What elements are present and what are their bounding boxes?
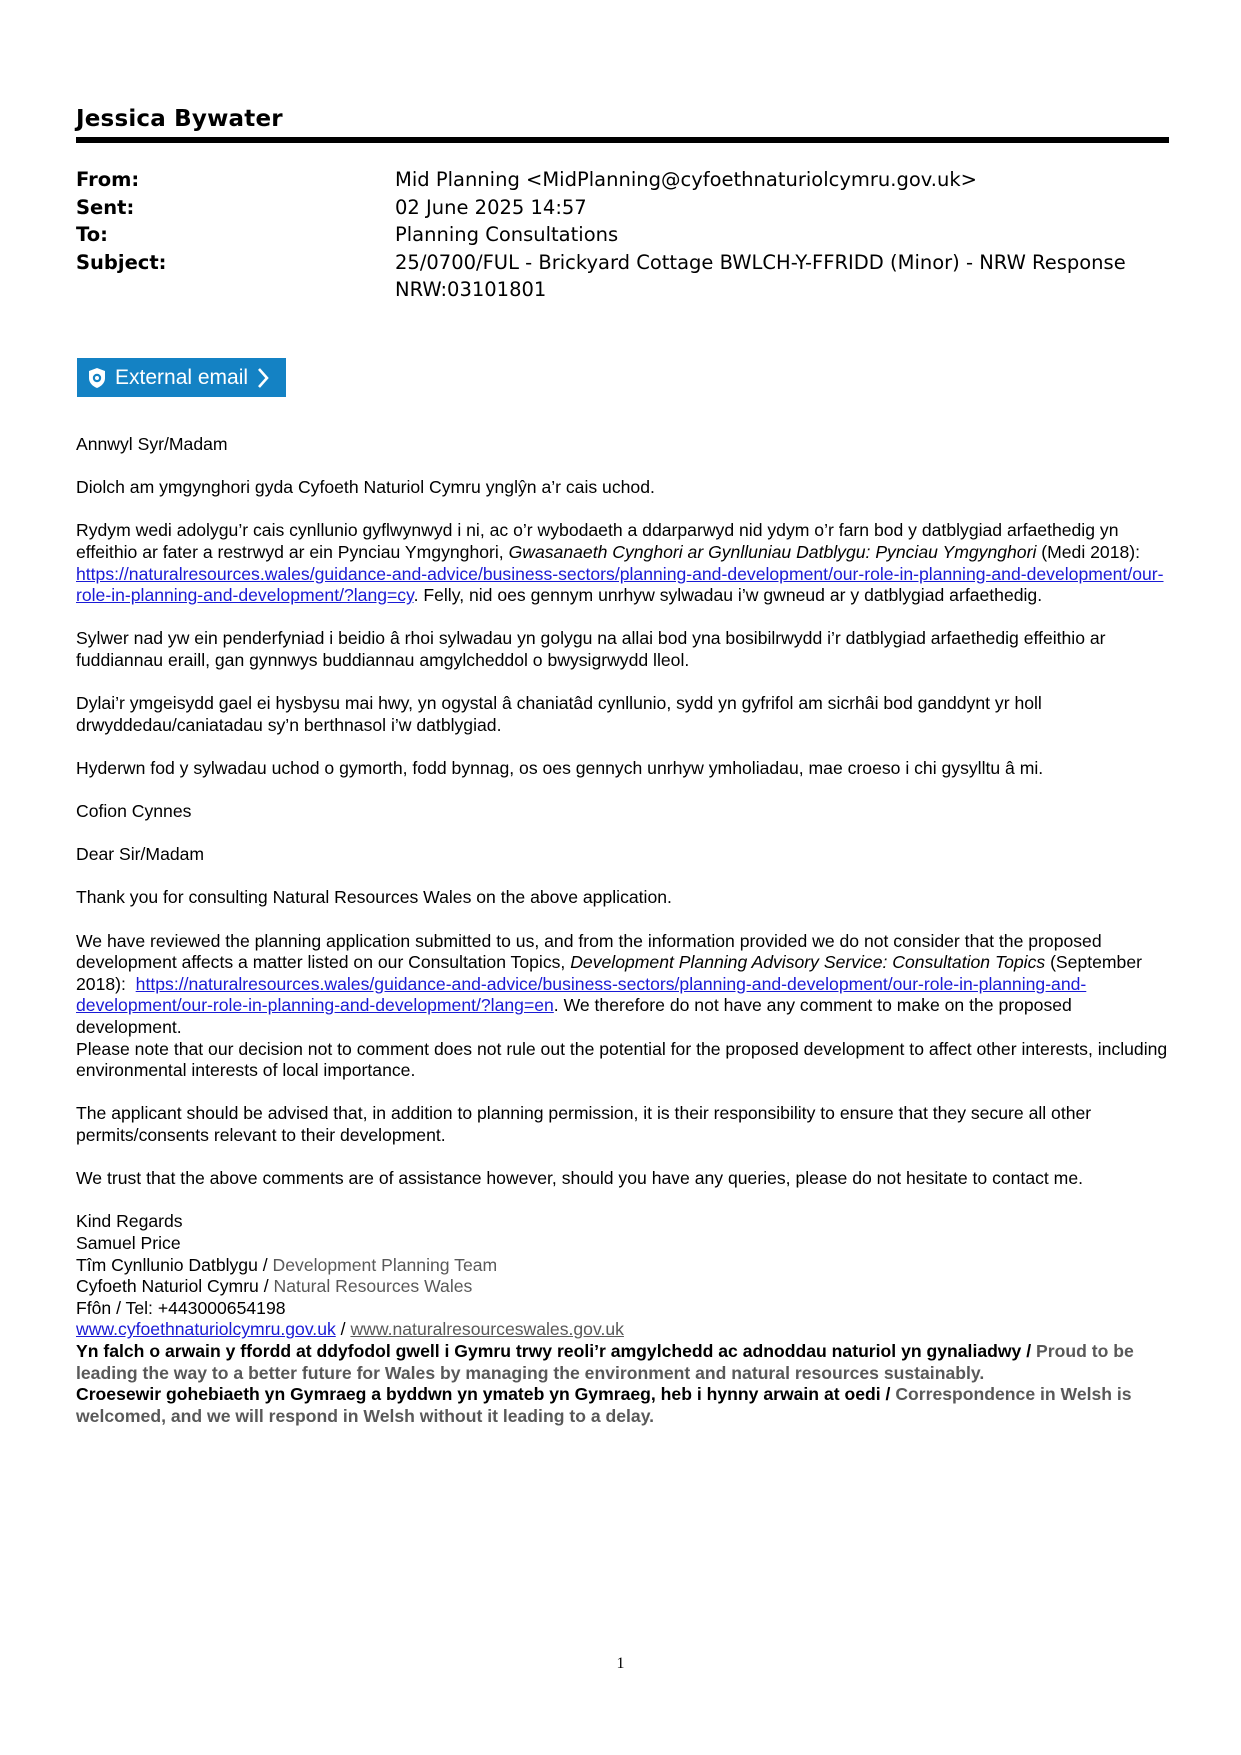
english-trust: We trust that the above comments are of assistance however, should you have any queries, please do not hesitate to contact me.: [76, 1168, 1084, 1189]
org-english: Natural Resources Wales: [273, 1276, 473, 1297]
english-review-text: We have reviewed the planning application submitted to us, and from the information provided we do not consider that the proposed development affects a matter listed on our Consultation Topics,: [76, 930, 1102, 973]
signature-org: Cyfoeth Naturiol Cymru / Natural Resources Wales: [76, 1276, 473, 1297]
signature-websites: www.cyfoethnaturiolcymru.gov.uk / www.naturalresourceswales.gov.uk: [76, 1319, 624, 1340]
page-number: 1: [616, 1655, 625, 1672]
correspondence-welsh: Croesewir gohebiaeth yn Gymraeg a byddwn yn ymateb yn Gymraeg, heb i hynny arwain at oedi: [76, 1384, 881, 1405]
sent-row: [76, 194, 1169, 222]
email-body: [76, 434, 1171, 1427]
correspondence-english: Correspondence in Welsh is welcomed, and we will respond in Welsh without it leading to a delay.: [76, 1384, 1132, 1426]
signature-block: [76, 1211, 1171, 1427]
subject-label: Subject:: [76, 250, 167, 274]
english-applicant: The applicant should be advised that, in addition to planning permission, it is their responsibility to ensure that they secure all other permits/consents relevant to their development.: [76, 1103, 1092, 1145]
subject-line-2: NRW:03101801: [395, 278, 547, 301]
subject-line-1: 25/0700/FUL - Brickyard Cottage BWLCH-Y-FFRIDD (Minor) - NRW Response: [395, 250, 1126, 274]
welsh-topics-link[interactable]: https://naturalresources.wales/guidance-and-advice/business-sectors/planning-and-development/our-role-in-planning-and-development/our-role-in-planning-and-development/?lang=cy: [76, 563, 1164, 606]
english-review-date: (September 2018):: [76, 952, 1142, 994]
from-value: Mid Planning <MidPlanning@cyfoethnaturiolcymru.gov.uk>: [395, 168, 977, 191]
welsh-topics-title: Gwasanaeth Cynghori ar Gynlluniau Datblygu: Pynciau Ymgynghori: [508, 541, 1037, 562]
recipient-name: Jessica Bywater: [76, 106, 283, 132]
external-email-banner[interactable]: [77, 358, 286, 397]
signature-team: Tîm Cynllunio Datblygu / Development Planning Team: [76, 1254, 498, 1275]
external-email-label: External email: [115, 365, 249, 389]
welsh-review-closing: . Felly, nid oes gennym unrhyw sylwadau i’w gwneud ar y datblygiad arfaethedig.: [413, 585, 1043, 606]
to-label: To:: [76, 223, 108, 246]
english-thanks: Thank you for consulting Natural Resources Wales on the above application.: [76, 887, 672, 908]
header-rule: [76, 137, 1169, 143]
english-note: Please note that our decision not to comment does not rule out the potential for the proposed development to affect other interests, including environmental interests of local importance.: [76, 1038, 1168, 1081]
welsh-website-link[interactable]: www.cyfoethnaturiolcymru.gov.uk: [76, 1319, 336, 1340]
team-english: Development Planning Team: [272, 1254, 498, 1275]
chevron-right-icon: [248, 366, 270, 390]
subject-value: [395, 249, 1169, 304]
welsh-greeting: Annwyl Syr/Madam: [76, 434, 228, 454]
to-value: Planning Consultations: [395, 223, 619, 246]
english-greeting: Dear Sir/Madam: [76, 844, 205, 865]
from-label: From:: [76, 168, 140, 191]
signature-regards: Kind Regards: [76, 1211, 183, 1232]
welsh-review-text: Rydym wedi adolygu’r cais cynllunio gyflwynwyd i ni, ac o’r wybodaeth a ddarparwyd nid ydym o’r farn bod y datblygiad arfaethedig yn effeithio ar fater a restrwyd ar ein Pynciau Ymgynghori,: [76, 520, 1119, 562]
slogan-english: Proud to be leading the way to a better future for Wales by managing the environment and natural resources sustainably.: [76, 1340, 1134, 1383]
subject-row: [76, 249, 1169, 304]
sent-value: 02 June 2025 14:57: [395, 195, 587, 219]
team-welsh: Tîm Cynllunio Datblygu: [76, 1254, 258, 1275]
external-shield-icon: [77, 367, 115, 389]
sent-label: Sent:: [76, 195, 135, 219]
welsh-applicant: Dylai’r ymgeisydd gael ei hysbysu mai hwy, yn ogystal â chaniatâd cynllunio, sydd yn gyfrifol am sicrhâi bod ganddynt yr holl drwyddedau/caniatadau sy’n berthnasol i’w datblygiad.: [76, 693, 1042, 735]
english-topics-title: Development Planning Advisory Service: Consultation Topics: [570, 952, 1046, 973]
org-welsh: Cyfoeth Naturiol Cymru: [76, 1276, 259, 1297]
welsh-review-date: (Medi 2018):: [1041, 541, 1141, 562]
signature-phone: Ffôn / Tel: +443000654198: [76, 1297, 286, 1318]
english-review-paragraph: [76, 931, 1171, 1039]
to-row: [76, 221, 1169, 249]
signature-slogan: Yn falch o arwain y ffordd at ddyfodol gwell i Gymru trwy reoli’r amgylchedd ac adnoddau naturiol yn gynaliadwy / Proud to be leading the way to a better future for Wales by managing the environment and natural resources sustainably.: [76, 1340, 1134, 1383]
slogan-welsh: Yn falch o arwain y ffordd at ddyfodol gwell i Gymru trwy reoli’r amgylchedd ac adnoddau naturiol yn gynaliadwy: [76, 1340, 1022, 1361]
english-review-closing: . We therefore do not have any comment to make on the proposed development.: [76, 995, 1072, 1038]
from-row: [76, 166, 1169, 194]
email-header: [76, 166, 1169, 304]
welsh-review-paragraph: [76, 520, 1171, 606]
english-topics-link[interactable]: https://naturalresources.wales/guidance-and-advice/business-sectors/planning-and-development/our-role-in-planning-and-development/our-role-in-planning-and-development/?lang=en: [76, 973, 1087, 1016]
welsh-thanks: Diolch am ymgynghori gyda Cyfoeth Naturiol Cymru ynglŷn a’r cais uchod.: [76, 477, 655, 498]
signature-name: Samuel Price: [76, 1232, 181, 1253]
signature-correspondence: Croesewir gohebiaeth yn Gymraeg a byddwn yn ymateb yn Gymraeg, heb i hynny arwain at oedi / Correspondence in Welsh is welcomed, and we will respond in Welsh without it leading to a delay.: [76, 1384, 1132, 1426]
welsh-signoff: Cofion Cynnes: [76, 801, 192, 822]
welsh-note: Sylwer nad yw ein penderfyniad i beidio â rhoi sylwadau yn golygu na allai bod yna bosibilrwydd i’r datblygiad arfaethedig effeithio ar fuddiannau eraill, gan gynnwys buddiannau amgylcheddol o bwysigrwydd lleol.: [76, 628, 1106, 670]
welsh-trust: Hyderwn fod y sylwadau uchod o gymorth, fodd bynnag, os oes gennych unrhyw ymholiadau, mae croeso i chi gysylltu â mi.: [76, 757, 1044, 778]
english-website-link[interactable]: www.naturalresourceswales.gov.uk: [350, 1319, 624, 1340]
